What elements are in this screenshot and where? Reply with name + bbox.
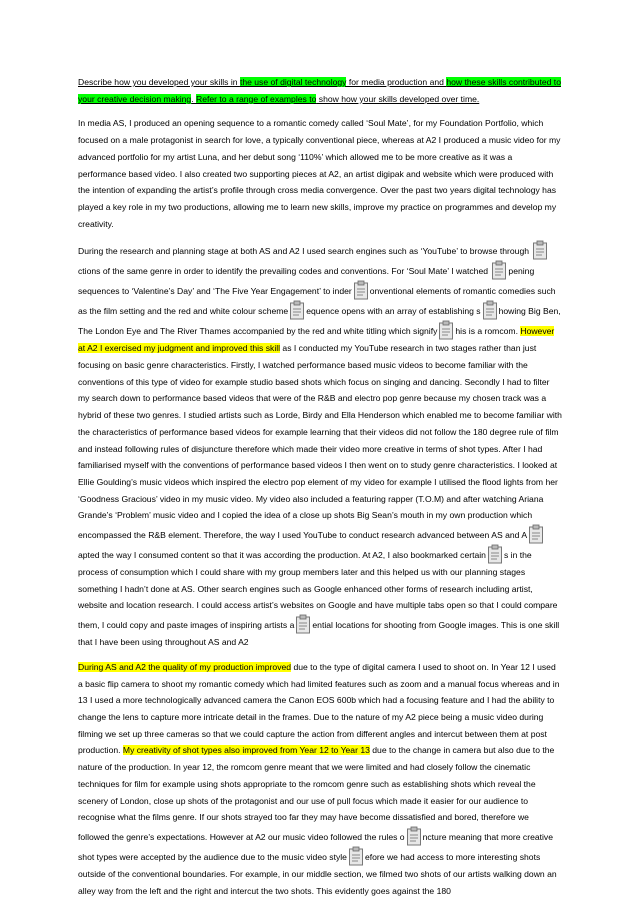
paragraph-text: his is a romcom.: [455, 326, 521, 337]
comment-note-icon[interactable]: [289, 300, 305, 320]
paragraph-text: ential locations for shooting from Google images. This is one skill that I have been using throughout AS and A2: [78, 620, 560, 648]
comment-note-icon[interactable]: [348, 846, 364, 866]
research-paragraph: [78, 240, 562, 651]
paragraph-text: onventional elements of romantic comedies such as the film setting and the red and white colour scheme: [78, 286, 556, 317]
question-text: .: [191, 93, 196, 104]
paragraph-text: as I conducted my YouTube research in two stages rather than just focusing on basic genre characteristics. Firstly, I watched performance based music videos to become familiar with the conventions of this type of video for example studio based shots which focus on singing and dancing. Secondly I had to filter my search down to performance based videos that were of the R&B and electro pop genre because my chosen track was a hybrid of these two genres. I studied artists such as Lorde, Birdy and Ella Henderson which enabled me to become familiar with the characteristics of performance based videos for example learning that their videos did not follow the 180 degree rule of film and instead following rules of disjuncture therefore which made their video more creative in terms of shot types. After I had familiarised myself with the conventions of performance based videos I then went on to study genre characteristics. I looked at Ellie Goulding’s music videos which inspired the electro pop element of my video for example I utilised the flood lights from her ‘Goodness Gracious’ video in my music video. My video also included a featuring rapper (T.O.M) and after watching Ariana Grande’s ‘Problem’ music video and I copied the idea of a close up shots Big Sean’s mouth in my own production which encompassed the R&B element. Therefore, the way I used YouTube to conduct research advanced between AS and A: [78, 343, 562, 541]
comment-note-icon[interactable]: [491, 260, 507, 280]
question-text: Describe how you developed your skills in: [78, 77, 240, 87]
highlight-range-examples: Refer to a range of examples to: [196, 93, 317, 104]
comment-note-icon[interactable]: [532, 240, 548, 260]
paragraph-text: efore we had access to more interesting shots outside of the conventional boundaries. For example, in our middle section, we filmed two shots of our artists walking down an alley way from the left and the right and intercut the two shots. This evidently goes against the 180: [78, 851, 557, 896]
document-page: [78, 74, 562, 907]
paragraph-text: equence opens with an array of establishing s: [306, 306, 481, 317]
paragraph-text: ctions of the same genre in order to identify the prevailing codes and conventions. For ‘Soul Mate’ I watched: [78, 266, 491, 277]
highlight-creativity-improved: My creativity of shot types also improved from Year 12 to Year 13: [122, 745, 370, 756]
paragraph-text: due to the type of digital camera I used to shoot on. In Year 12 I used a basic flip camera to shoot my romantic comedy which had limited features such as zoom and a manual focus whereas and in 13 I used a more technologically advanced camera the Canon EOS 600b which had a focusing feature and I had the ability to change the lens to capture more intricate detail in the frames. Due to the nature of my A2 piece being a music video during filming we set up three cameras so that we could capture the action from different angles and intercut between them at post production.: [78, 661, 560, 756]
paragraph-text: howing Big Ben, The London Eye and The River Thames accompanied by the red and white titling which signify: [78, 306, 561, 337]
comment-note-icon[interactable]: [487, 544, 503, 564]
paragraph-text: s in the process of consumption which I could share with my group members later and this helped us with our planning stages something I hadn’t done at AS. Other search engines such as Google enhanced other forms of research including artist, website and location research. I could access artist’s websites on Google and have multiple tabs open so that I could compare them, I could copy and paste images of inspiring artists a: [78, 550, 558, 631]
highlight-digital-technology: the use of digital technology: [239, 77, 347, 87]
intro-paragraph: In media AS, I produced an opening sequence to a romantic comedy called ‘Soul Mate’, for my Foundation Portfolio, which focused on a male protagonist in search for love, a typically conventional piece, whereas at A2 I produced a music video for my advanced portfolio for my artist Luna, and her debut song ‘110%’ which allowed me to be more creative as it was a performance based video. I also created two supporting pieces at A2, an artist digipak and website which were produced with the intention of expanding the artist’s profile through cross media convergence. Over the past two years digital technology has played a key role in my two productions, allowing me to learn new skills, improve my practice on programmes and develop my creativity.: [78, 118, 561, 229]
paragraph-text: due to the change in camera but also due to the nature of the production. In year 12, the romcom genre meant that we were limited and had closely follow the cinematic techniques for film for example using shots appropriate to the romcom genre such as establishing shots which reveal the scenery of London, close up shots of the protagonist and our use of pull focus which made it easier for our audience to recognise what the films genre. If our shots strayed too far they may have become dissatisfied and bored, therefore we followed the genre’s expectations. However at A2 our music video followed the rules o: [78, 745, 555, 842]
comment-note-icon[interactable]: [353, 280, 369, 300]
production-paragraph: [78, 659, 562, 899]
paragraph-text: During the research and planning stage at both AS and A2 I used search engines such as ‘YouTube’ to browse through: [78, 246, 532, 257]
paragraph-text: pening sequences to ‘Valentine’s Day’ and ‘The Five Year Engagement’ to inder: [78, 266, 535, 297]
comment-note-icon[interactable]: [295, 614, 311, 634]
comment-note-icon[interactable]: [528, 524, 544, 544]
comment-note-icon[interactable]: [482, 300, 498, 320]
paragraph-text: apted the way I consumed content so that it was according the production. At A2, I also bookmarked certain: [78, 550, 486, 561]
highlight-creative-decision: how these skills contributed to your creative decision making: [78, 77, 561, 104]
paragraph-text: ncture meaning that more creative shot types were accepted by the audience due to the music video style: [78, 831, 553, 862]
comment-note-icon[interactable]: [438, 320, 454, 340]
highlight-quality-improved: During AS and A2 the quality of my production improved: [78, 661, 292, 672]
question-text: for media production and: [346, 77, 447, 87]
highlight-judgment-skill: However at A2 I exercised my judgment and improved this skill: [78, 326, 555, 354]
essay-question: [78, 74, 562, 107]
question-text: show how your skills developed over time.: [316, 93, 480, 104]
comment-note-icon[interactable]: [406, 826, 422, 846]
